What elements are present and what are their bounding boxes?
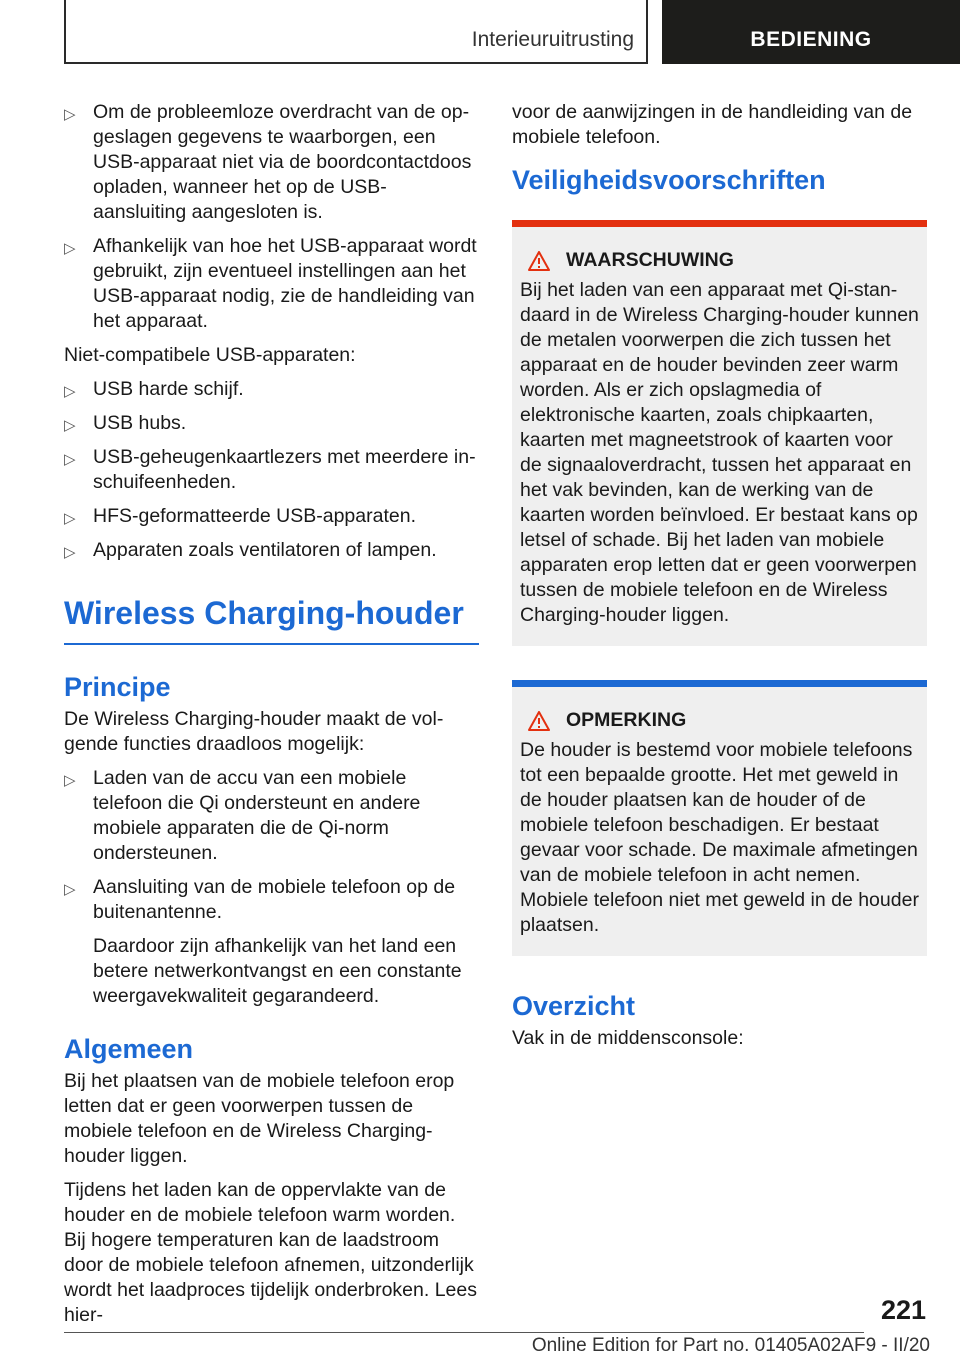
header-chapter-title: BEDIENING bbox=[750, 28, 872, 51]
bullet-triangle-icon: ▷ bbox=[64, 106, 76, 123]
bullet-triangle-icon: ▷ bbox=[64, 510, 76, 527]
note-title: OPMERKING bbox=[566, 709, 687, 731]
header-section-title: Interieuruitrusting bbox=[471, 28, 634, 51]
bullet-triangle-icon: ▷ bbox=[64, 383, 76, 400]
usb-notes-list bbox=[64, 100, 479, 334]
header-chapter-tab bbox=[662, 0, 960, 64]
bullet-triangle-icon: ▷ bbox=[64, 544, 76, 561]
subheading-algemeen: Algemeen bbox=[64, 1034, 194, 1064]
overview-text: Vak in de middensconsole: bbox=[512, 1027, 744, 1049]
footer-divider bbox=[64, 1332, 864, 1333]
footer-edition: Online Edition for Part no. 01405A02AF9 - II/20 bbox=[531, 1335, 930, 1356]
bullet-triangle-icon: ▷ bbox=[64, 772, 76, 789]
warning-title-row bbox=[520, 249, 919, 272]
list-item: ▷ USB hubs. bbox=[64, 411, 479, 436]
list-item: ▷ Om de probleemloze overdracht van de opgeslagen gegevens te waarborgen, een USB-apparaat niet via de boordcontactdoos opladen, wanneer het op de USB-aansluiting aangesloten is. bbox=[64, 101, 472, 223]
note-title-row bbox=[520, 709, 919, 732]
incompatible-intro: Niet-compatibele USB-apparaten: bbox=[64, 344, 356, 366]
list-item: ▷ USB-geheugenkaartlezers met meerdere inschuifeenheden. bbox=[64, 446, 476, 493]
warning-triangle-icon bbox=[528, 711, 550, 731]
functions-sub-paragraph: Daardoor zijn afhankelijk van het land een betere netwerkontvangst en een constante weergavekwaliteit gegarandeerd. bbox=[93, 935, 462, 1007]
subheading-veiligheidsvoorschriften: Veiligheidsvoorschriften bbox=[512, 165, 826, 195]
warning-title: WAARSCHUWING bbox=[566, 249, 734, 271]
warning-box bbox=[512, 220, 927, 646]
list-item: ▷ USB harde schijf. bbox=[64, 377, 479, 402]
bullet-triangle-icon: ▷ bbox=[64, 417, 76, 434]
incompatible-devices-list bbox=[64, 377, 479, 563]
continuation-paragraph: voor de aanwijzingen in de handleiding van de mobiele telefoon. bbox=[512, 101, 913, 148]
warning-text: Bij het laden van een apparaat met Qi-standaard in de Wireless Charging-houder kunnen de metalen voorwerpen die zich tussen het apparaat en de houder bevinden zeer warm worden. Als er zich opslagmedia of elektronische kaarten, zoals chipkaarten, kaarten met magneetstrook of kaarten voor de signaaloverdracht, tussen het apparaat en het vak bevinden, kan de werking van de kaarten worden beïnvloed. Er bestaat kans op letsel of schade. Bij het laden van mobiele apparaten erop letten dat er geen voorwerpen tussen de mobiele telefoon en de Wireless Charging-houder liggen. bbox=[520, 279, 919, 626]
bullet-triangle-icon: ▷ bbox=[64, 240, 76, 257]
page-number: 221 bbox=[880, 1295, 926, 1325]
section-heading-wireless-charging: Wireless Charging-houder bbox=[64, 593, 479, 645]
left-column bbox=[64, 100, 479, 1337]
subheading-principe: Principe bbox=[64, 672, 171, 702]
list-item: ▷ Aansluiting van de mobiele telefoon op de buitenantenne. Daardoor zijn afhankelijk van het land een betere netwerkontvangst en een constante weergavekwaliteit gegarandeerd. bbox=[64, 875, 479, 1009]
bullet-triangle-icon: ▷ bbox=[64, 881, 76, 898]
note-text: De houder is bestemd voor mobiele telefoons tot een bepaalde grootte. Het met geweld in de houder plaatsen kan de houder of de mobiele telefoon beschadigen. Er bestaat gevaar voor schade. De maximale afmetingen van de mobiele telefoon in acht nemen. Mobiele telefoon niet met geweld in de houder plaatsen. bbox=[520, 739, 919, 936]
header-section-frame bbox=[64, 0, 648, 64]
subheading-overzicht: Overzicht bbox=[512, 991, 636, 1021]
note-box bbox=[512, 680, 927, 956]
bullet-triangle-icon: ▷ bbox=[64, 451, 76, 468]
algemeen-paragraph-1: Bij het plaatsen van de mobiele telefoon erop letten dat er geen voorwerpen tussen de mobiele telefoon en de Wireless Charging-houder liggen. bbox=[64, 1070, 455, 1167]
list-item: ▷ Afhankelijk van hoe het USB-apparaat wordt gebruikt, zijn eventueel instellingen aan het USB-apparaat nodig, zie de handleiding van het apparaat. bbox=[64, 235, 477, 332]
warning-triangle-icon bbox=[528, 251, 550, 271]
principe-intro: De Wireless Charging-houder maakt de volgende functies draadloos mogelijk: bbox=[64, 708, 444, 755]
functions-list bbox=[64, 766, 479, 1009]
list-item: ▷ Laden van de accu van een mobiele telefoon die Qi ondersteunt en andere mobiele apparaten die de Qi-norm ondersteunen. bbox=[64, 767, 421, 864]
list-item: ▷ Apparaten zoals ventilatoren of lampen. bbox=[64, 538, 479, 563]
algemeen-paragraph-2: Tijdens het laden kan de oppervlakte van de houder en de mobiele telefoon warm worden. Bij hogere temperaturen kan de laadstroom door de mobiele telefoon afnemen, uitzonderlijk wordt het laadproces tijdelijk onderbroken. Lees hier- bbox=[64, 1179, 477, 1326]
list-item: ▷ HFS-geformatteerde USB-apparaten. bbox=[64, 504, 479, 529]
right-column bbox=[512, 100, 927, 1051]
